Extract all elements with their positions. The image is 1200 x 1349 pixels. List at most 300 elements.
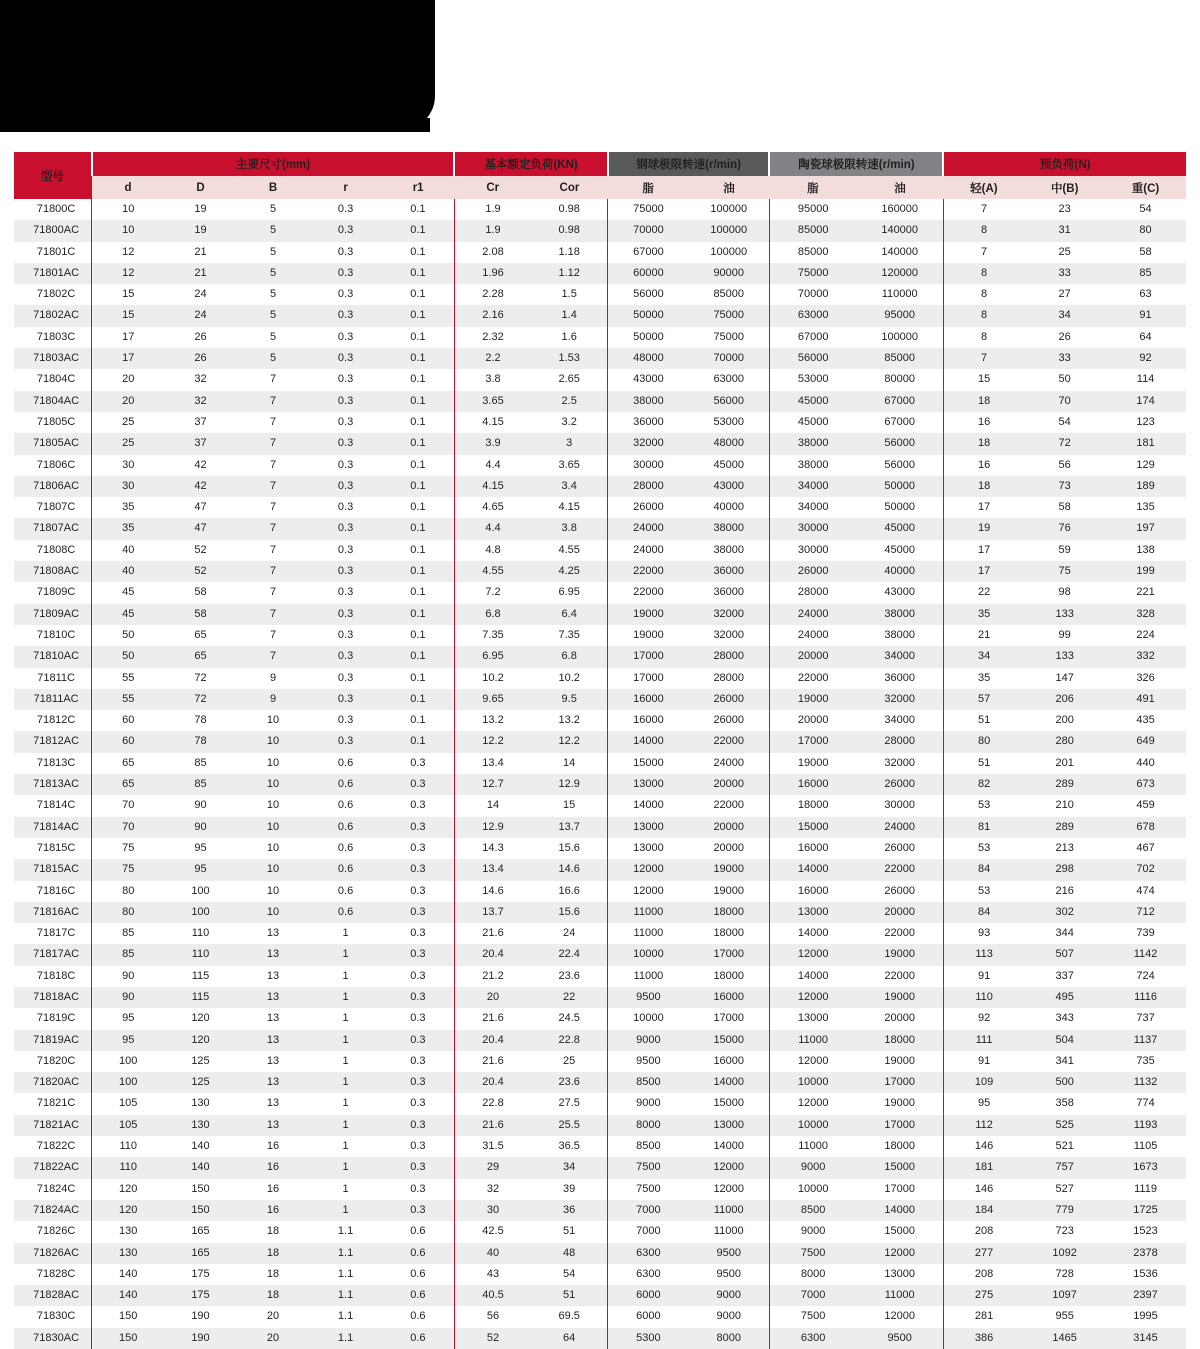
cell-value: 125 (164, 1072, 237, 1093)
cell-model: 71815AC (14, 859, 92, 880)
cell-value: 12000 (689, 1179, 770, 1200)
cell-value: 90 (92, 966, 165, 987)
cell-value: 24000 (856, 817, 943, 838)
cell-value: 13000 (608, 774, 689, 795)
cell-value: 174 (1105, 391, 1186, 412)
cell-value: 8000 (608, 1115, 689, 1136)
cell-value: 25.5 (531, 1115, 608, 1136)
cell-value: 56 (454, 1306, 531, 1327)
cell-value: 277 (943, 1243, 1024, 1264)
cell-value: 525 (1024, 1115, 1105, 1136)
cell-value: 10 (237, 838, 310, 859)
cell-value: 16000 (769, 881, 856, 902)
cell-value: 14 (454, 795, 531, 816)
cell-model: 71814AC (14, 817, 92, 838)
cell-value: 16 (237, 1179, 310, 1200)
cell-value: 35 (943, 604, 1024, 625)
table-row (14, 1306, 1186, 1327)
cell-value: 120 (164, 1008, 237, 1029)
cell-value: 15 (92, 305, 165, 326)
cell-value: 10000 (769, 1115, 856, 1136)
cell-value: 18 (237, 1243, 310, 1264)
cell-value: 298 (1024, 859, 1105, 880)
cell-value: 332 (1105, 646, 1186, 667)
cell-value: 100000 (689, 199, 770, 220)
cell-value: 17000 (856, 1179, 943, 1200)
cell-value: 14000 (689, 1136, 770, 1157)
cell-value: 140 (164, 1157, 237, 1178)
cell-value: 0.1 (382, 263, 455, 284)
cell-value: 8 (943, 284, 1024, 305)
cell-value: 146 (943, 1179, 1024, 1200)
cell-value: 1.12 (531, 263, 608, 284)
table-row (14, 753, 1186, 774)
cell-value: 15000 (856, 1221, 943, 1242)
bearing-spec-table (14, 152, 1186, 1349)
cell-value: 15000 (689, 1030, 770, 1051)
cell-model: 71811AC (14, 689, 92, 710)
cell-value: 56000 (769, 348, 856, 369)
cell-value: 0.3 (309, 710, 382, 731)
cell-value: 11000 (608, 923, 689, 944)
cell-value: 21.2 (454, 966, 531, 987)
cell-model: 71828C (14, 1264, 92, 1285)
cell-value: 7000 (608, 1221, 689, 1242)
cell-value: 678 (1105, 817, 1186, 838)
cell-value: 150 (164, 1200, 237, 1221)
cell-value: 1725 (1105, 1200, 1186, 1221)
cell-value: 26 (164, 327, 237, 348)
cell-value: 0.3 (382, 1200, 455, 1221)
cell-model: 71809C (14, 582, 92, 603)
subheader-steel-grease: 脂 (608, 176, 689, 199)
cell-value: 19000 (856, 1051, 943, 1072)
cell-value: 165 (164, 1221, 237, 1242)
cell-value: 17 (943, 497, 1024, 518)
cell-value: 9500 (608, 987, 689, 1008)
cell-value: 723 (1024, 1221, 1105, 1242)
cell-value: 7 (943, 199, 1024, 220)
cell-value: 12000 (769, 944, 856, 965)
cell-value: 955 (1024, 1306, 1105, 1327)
cell-value: 12000 (608, 859, 689, 880)
cell-value: 29 (454, 1157, 531, 1178)
cell-value: 7500 (769, 1306, 856, 1327)
cell-value: 18 (943, 476, 1024, 497)
cell-value: 13 (237, 1051, 310, 1072)
cell-value: 189 (1105, 476, 1186, 497)
cell-value: 8500 (769, 1200, 856, 1221)
cell-value: 0.1 (382, 731, 455, 752)
cell-value: 81 (943, 817, 1024, 838)
cell-value: 1 (309, 1136, 382, 1157)
cell-value: 8 (943, 220, 1024, 241)
cell-value: 20.4 (454, 1072, 531, 1093)
cell-value: 1 (309, 923, 382, 944)
cell-value: 6000 (608, 1306, 689, 1327)
header-basic-load-rating: 基本额定负荷(KN) (454, 152, 607, 176)
header-preload: 预负荷(N) (943, 152, 1186, 176)
cell-value: 51 (531, 1221, 608, 1242)
cell-value: 0.3 (309, 540, 382, 561)
cell-value: 24000 (689, 753, 770, 774)
cell-value: 75000 (689, 327, 770, 348)
cell-value: 0.1 (382, 220, 455, 241)
cell-value: 50000 (856, 497, 943, 518)
cell-value: 1 (309, 1072, 382, 1093)
cell-value: 13000 (608, 817, 689, 838)
cell-value: 6.4 (531, 604, 608, 625)
cell-model: 71820AC (14, 1072, 92, 1093)
cell-value: 0.3 (309, 604, 382, 625)
cell-value: 0.3 (382, 881, 455, 902)
cell-value: 3.2 (531, 412, 608, 433)
cell-model: 71802C (14, 284, 92, 305)
cell-value: 7.35 (531, 625, 608, 646)
cell-value: 120 (92, 1179, 165, 1200)
cell-value: 50000 (856, 476, 943, 497)
cell-model: 71810C (14, 625, 92, 646)
cell-value: 67000 (856, 412, 943, 433)
cell-value: 52 (454, 1328, 531, 1349)
cell-value: 34000 (856, 646, 943, 667)
spec-table-container (14, 152, 1186, 1349)
cell-value: 135 (1105, 497, 1186, 518)
cell-value: 36.5 (531, 1136, 608, 1157)
cell-value: 125 (164, 1051, 237, 1072)
cell-value: 20000 (689, 838, 770, 859)
cell-value: 60 (92, 710, 165, 731)
cell-value: 10 (237, 774, 310, 795)
cell-value: 1092 (1024, 1243, 1105, 1264)
cell-value: 30 (92, 476, 165, 497)
cell-value: 4.4 (454, 518, 531, 539)
cell-value: 16000 (689, 987, 770, 1008)
cell-value: 28000 (769, 582, 856, 603)
cell-value: 36000 (689, 561, 770, 582)
cell-value: 19 (164, 220, 237, 241)
cell-value: 14.6 (454, 881, 531, 902)
cell-value: 140 (164, 1136, 237, 1157)
cell-value: 724 (1105, 966, 1186, 987)
subheader-ceramic-oil: 油 (856, 176, 943, 199)
cell-value: 344 (1024, 923, 1105, 944)
cell-value: 110 (92, 1136, 165, 1157)
cell-value: 0.1 (382, 369, 455, 390)
cell-model: 71809AC (14, 604, 92, 625)
cell-value: 70000 (608, 220, 689, 241)
cell-value: 1.1 (309, 1243, 382, 1264)
cell-value: 100000 (856, 327, 943, 348)
cell-value: 31 (1024, 220, 1105, 241)
cell-value: 13.7 (454, 902, 531, 923)
cell-value: 1536 (1105, 1264, 1186, 1285)
cell-value: 0.3 (382, 1136, 455, 1157)
cell-value: 5 (237, 242, 310, 263)
cell-value: 63 (1105, 284, 1186, 305)
cell-value: 0.3 (382, 1030, 455, 1051)
cell-value: 13 (237, 966, 310, 987)
cell-value: 7500 (769, 1243, 856, 1264)
cell-value: 123 (1105, 412, 1186, 433)
cell-value: 12.2 (454, 731, 531, 752)
cell-value: 11000 (856, 1285, 943, 1306)
cell-value: 181 (943, 1157, 1024, 1178)
cell-value: 504 (1024, 1030, 1105, 1051)
cell-value: 3.4 (531, 476, 608, 497)
cell-value: 0.1 (382, 476, 455, 497)
cell-value: 10000 (769, 1179, 856, 1200)
cell-value: 737 (1105, 1008, 1186, 1029)
cell-value: 100 (164, 902, 237, 923)
cell-value: 45 (92, 582, 165, 603)
cell-value: 48000 (689, 433, 770, 454)
subheader-r1: r1 (382, 176, 455, 199)
cell-value: 54 (1024, 412, 1105, 433)
cell-value: 0.3 (382, 795, 455, 816)
cell-value: 72 (164, 689, 237, 710)
cell-value: 0.3 (382, 859, 455, 880)
cell-value: 28000 (689, 646, 770, 667)
cell-value: 208 (943, 1264, 1024, 1285)
cell-value: 45000 (856, 518, 943, 539)
cell-value: 2.5 (531, 391, 608, 412)
cell-value: 0.1 (382, 582, 455, 603)
cell-value: 281 (943, 1306, 1024, 1327)
cell-value: 92 (1105, 348, 1186, 369)
cell-value: 175 (164, 1264, 237, 1285)
table-row (14, 838, 1186, 859)
cell-value: 17 (943, 540, 1024, 561)
cell-value: 130 (164, 1115, 237, 1136)
cell-value: 0.6 (309, 838, 382, 859)
cell-value: 326 (1105, 668, 1186, 689)
cell-model: 71808AC (14, 561, 92, 582)
cell-value: 4.8 (454, 540, 531, 561)
cell-value: 30000 (769, 540, 856, 561)
cell-model: 71812AC (14, 731, 92, 752)
cell-value: 0.3 (309, 476, 382, 497)
cell-value: 80 (92, 881, 165, 902)
cell-value: 140000 (856, 242, 943, 263)
cell-value: 91 (943, 966, 1024, 987)
cell-value: 16000 (769, 838, 856, 859)
cell-value: 55 (92, 668, 165, 689)
cell-value: 17 (92, 348, 165, 369)
cell-value: 16.6 (531, 881, 608, 902)
cell-value: 20 (92, 391, 165, 412)
cell-value: 10000 (608, 1008, 689, 1029)
cell-value: 13 (237, 1072, 310, 1093)
cell-value: 18 (237, 1285, 310, 1306)
cell-value: 100 (164, 881, 237, 902)
cell-value: 70000 (769, 284, 856, 305)
cell-value: 25 (1024, 242, 1105, 263)
cell-value: 72 (1024, 433, 1105, 454)
cell-value: 13.4 (454, 753, 531, 774)
cell-value: 19 (164, 199, 237, 220)
cell-value: 0.3 (309, 369, 382, 390)
table-row (14, 710, 1186, 731)
cell-value: 26000 (689, 710, 770, 731)
cell-value: 34 (943, 646, 1024, 667)
cell-value: 1142 (1105, 944, 1186, 965)
cell-value: 0.1 (382, 433, 455, 454)
cell-value: 2378 (1105, 1243, 1186, 1264)
cell-value: 75000 (769, 263, 856, 284)
cell-value: 95 (164, 859, 237, 880)
cell-value: 0.3 (309, 455, 382, 476)
cell-model: 71805C (14, 412, 92, 433)
cell-value: 32000 (689, 625, 770, 646)
cell-value: 35 (92, 518, 165, 539)
table-row (14, 1200, 1186, 1221)
cell-value: 52 (164, 540, 237, 561)
cell-value: 0.1 (382, 242, 455, 263)
cell-value: 527 (1024, 1179, 1105, 1200)
cell-value: 1193 (1105, 1115, 1186, 1136)
cell-value: 17 (92, 327, 165, 348)
cell-value: 9500 (608, 1051, 689, 1072)
cell-value: 112 (943, 1115, 1024, 1136)
cell-value: 0.3 (382, 753, 455, 774)
cell-value: 19000 (769, 753, 856, 774)
cell-value: 0.6 (382, 1243, 455, 1264)
cell-value: 32000 (608, 433, 689, 454)
table-row (14, 199, 1186, 220)
cell-value: 15.6 (531, 838, 608, 859)
cell-value: 17000 (689, 1008, 770, 1029)
cell-value: 1 (309, 1200, 382, 1221)
cell-value: 51 (943, 710, 1024, 731)
cell-value: 1 (309, 1115, 382, 1136)
cell-value: 190 (164, 1306, 237, 1327)
cell-value: 12.2 (531, 731, 608, 752)
cell-value: 31.5 (454, 1136, 531, 1157)
cell-value: 17000 (608, 668, 689, 689)
cell-value: 289 (1024, 774, 1105, 795)
cell-value: 56000 (856, 455, 943, 476)
cell-value: 45000 (689, 455, 770, 476)
cell-value: 22 (531, 987, 608, 1008)
cell-value: 1 (309, 1093, 382, 1114)
cell-value: 0.3 (309, 348, 382, 369)
cell-value: 328 (1105, 604, 1186, 625)
cell-value: 14000 (608, 731, 689, 752)
cell-value: 21.6 (454, 1051, 531, 1072)
cell-value: 16 (943, 412, 1024, 433)
cell-value: 43000 (856, 582, 943, 603)
cell-value: 13 (237, 1115, 310, 1136)
cell-value: 15 (531, 795, 608, 816)
cell-value: 56000 (608, 284, 689, 305)
subheader-D: D (164, 176, 237, 199)
cell-value: 13000 (856, 1264, 943, 1285)
cell-model: 71826C (14, 1221, 92, 1242)
cell-value: 99 (1024, 625, 1105, 646)
cell-value: 67000 (856, 391, 943, 412)
cell-value: 32000 (856, 689, 943, 710)
table-row (14, 433, 1186, 454)
cell-value: 9500 (689, 1264, 770, 1285)
cell-value: 22.8 (531, 1030, 608, 1051)
cell-value: 18000 (856, 1030, 943, 1051)
header-sub-row (14, 176, 1186, 199)
cell-value: 15000 (856, 1157, 943, 1178)
cell-value: 11000 (769, 1136, 856, 1157)
cell-value: 0.6 (309, 859, 382, 880)
cell-value: 19000 (769, 689, 856, 710)
cell-value: 18 (943, 433, 1024, 454)
cell-value: 8 (943, 305, 1024, 326)
cell-value: 0.3 (382, 1008, 455, 1029)
cell-value: 15 (92, 284, 165, 305)
cell-value: 20000 (856, 1008, 943, 1029)
cell-value: 6.8 (454, 604, 531, 625)
cell-value: 14.3 (454, 838, 531, 859)
cell-value: 10 (92, 220, 165, 241)
cell-value: 774 (1105, 1093, 1186, 1114)
cell-model: 71814C (14, 795, 92, 816)
cell-value: 56 (1024, 455, 1105, 476)
cell-value: 129 (1105, 455, 1186, 476)
cell-value: 120000 (856, 263, 943, 284)
cell-model: 71815C (14, 838, 92, 859)
cell-value: 280 (1024, 731, 1105, 752)
cell-value: 19000 (608, 604, 689, 625)
cell-value: 0.3 (382, 944, 455, 965)
cell-value: 8000 (689, 1328, 770, 1349)
cell-value: 15000 (689, 1093, 770, 1114)
cell-value: 60000 (608, 263, 689, 284)
table-row (14, 518, 1186, 539)
cell-value: 80 (1105, 220, 1186, 241)
cell-value: 5 (237, 284, 310, 305)
cell-value: 17000 (856, 1115, 943, 1136)
cell-value: 50000 (608, 305, 689, 326)
cell-value: 13000 (769, 902, 856, 923)
cell-value: 0.3 (382, 1051, 455, 1072)
cell-value: 35 (92, 497, 165, 518)
cell-value: 22.8 (454, 1093, 531, 1114)
cell-model: 71807C (14, 497, 92, 518)
cell-value: 0.1 (382, 327, 455, 348)
cell-value: 1 (309, 1051, 382, 1072)
cell-value: 491 (1105, 689, 1186, 710)
cell-value: 0.1 (382, 284, 455, 305)
cell-value: 19000 (689, 881, 770, 902)
cell-value: 9000 (608, 1030, 689, 1051)
cell-value: 85000 (689, 284, 770, 305)
cell-value: 12 (92, 242, 165, 263)
cell-value: 16 (237, 1200, 310, 1221)
cell-value: 130 (92, 1243, 165, 1264)
table-row (14, 902, 1186, 923)
cell-value: 208 (943, 1221, 1024, 1242)
cell-value: 57 (943, 689, 1024, 710)
cell-value: 3.65 (454, 391, 531, 412)
cell-value: 14 (531, 753, 608, 774)
cell-value: 7000 (608, 1200, 689, 1221)
cell-value: 72 (164, 668, 237, 689)
cell-value: 435 (1105, 710, 1186, 731)
subheader-steel-oil: 油 (689, 176, 770, 199)
cell-value: 14000 (769, 923, 856, 944)
cell-value: 728 (1024, 1264, 1105, 1285)
cell-value: 1.1 (309, 1328, 382, 1349)
cell-model: 71830AC (14, 1328, 92, 1349)
header-steel-ball-speed: 钢球极限转速(r/min) (608, 152, 770, 176)
